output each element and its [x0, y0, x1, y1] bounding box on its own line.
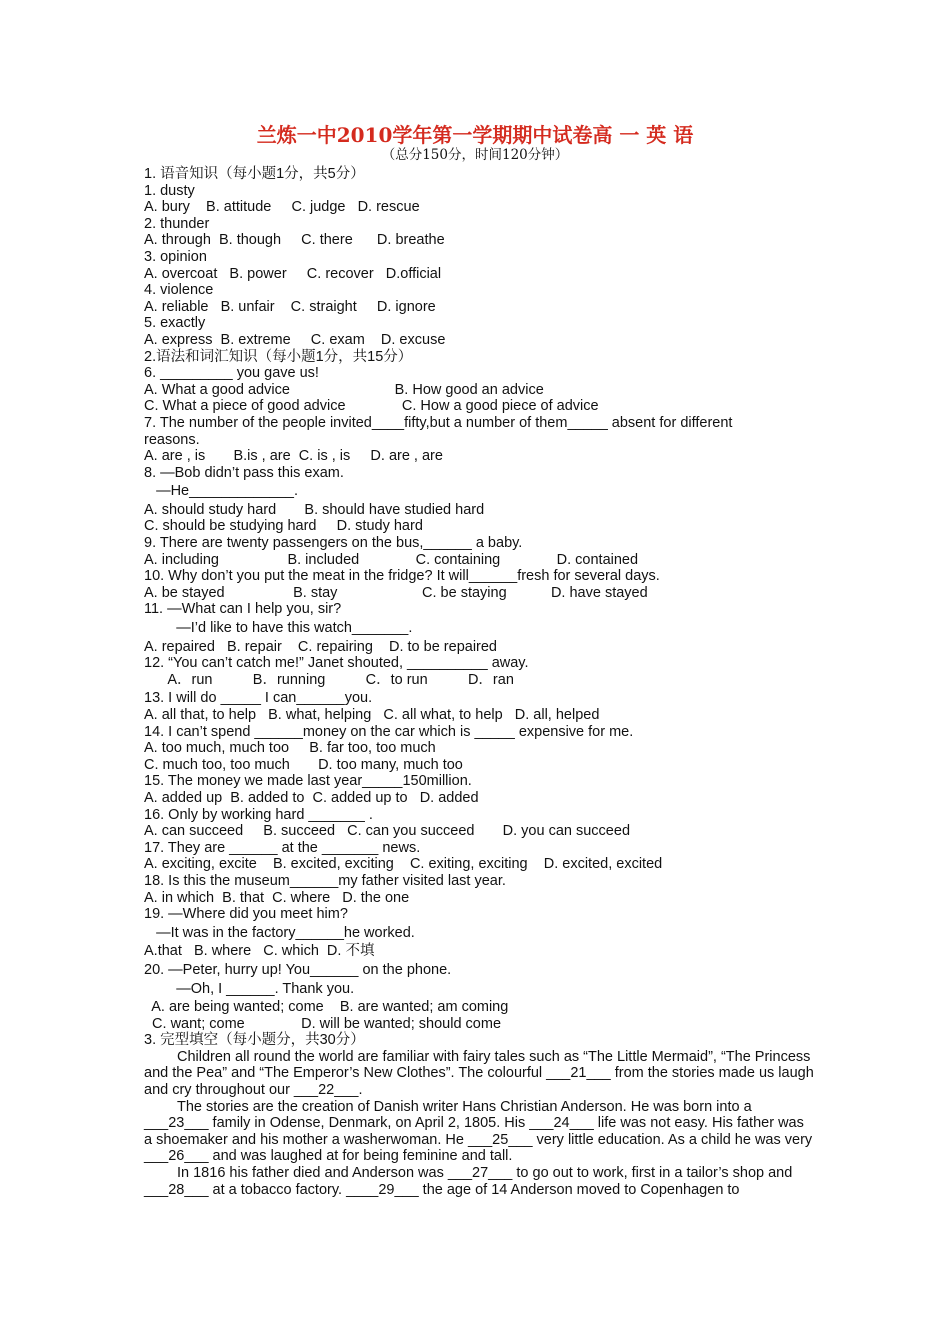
- exam-line: reasons.: [144, 431, 200, 448]
- exam-line: 7. The number of the people invited____fifty,but a number of them_____ absent for different: [144, 414, 733, 431]
- exam-line: 17. They are ______ at the _______ news.: [144, 839, 421, 856]
- exam-line: 9. There are twenty passengers on the bus,______ a baby.: [144, 535, 523, 552]
- exam-line: A. through B. though C. there D. breathe: [144, 232, 445, 249]
- exam-line: 18. Is this the museum______my father visited last year.: [144, 872, 506, 889]
- exam-body: [144, 166, 814, 1198]
- exam-line: 12. “You can’t catch me!” Janet shouted, __________ away.: [144, 655, 529, 672]
- exam-line: 6. _________ you gave us!: [144, 365, 319, 382]
- exam-line: A.that B. where C. which D. 不填: [144, 943, 375, 960]
- exam-line: 13. I will do _____ I can______you.: [144, 690, 373, 707]
- exam-line: 15. The money we made last year_____150million.: [144, 773, 472, 790]
- exam-line: 5. exactly: [144, 315, 206, 332]
- exam-line: A. be stayed B. stay C. be staying D. have stayed: [144, 584, 648, 601]
- exam-subtitle: （总分150分，时间120分钟）: [381, 147, 569, 163]
- exam-line: —I’d like to have this watch_______.: [144, 620, 413, 637]
- exam-line: 4. violence: [144, 282, 214, 299]
- exam-line: A. can succeed B. succeed C. can you succeed D. you can succeed: [144, 823, 631, 840]
- exam-line: 10. Why don’t you put the meat in the fridge? It will______fresh for several days.: [144, 568, 660, 585]
- exam-line: A. What a good advice B. How good an advice: [144, 381, 544, 398]
- exam-line: —Oh, I ______. Thank you.: [144, 980, 355, 997]
- cloze-paragraph: Children all round the world are familiar with fairy tales such as “The Little Mermaid”, “The Princess and the Pea” and “The Emperor’s New Clothes”. The colourful ___21___ from the stories made us laugh and cry throughout our ___22___.: [144, 1048, 814, 1099]
- exam-line: 3. opinion: [144, 248, 207, 265]
- exam-title: 兰炼一中2010学年第一学期期中试卷高 一 英 语: [256, 123, 694, 147]
- exam-line: A. repaired B. repair C. repairing D. to be repaired: [144, 638, 497, 655]
- exam-line: 2. thunder: [144, 215, 210, 232]
- cloze-paragraph: The stories are the creation of Danish writer Hans Christian Anderson. He was born into a ___23___ family in Odense, Denmark, on April 2, 1805. His ___24___ life was not easy. His father was a shoemaker and his mother a washerwoman. He ___25___ very little education. As a child he was very ___26___ and was laughed at for being feminine and tall.: [144, 1098, 813, 1165]
- exam-line: 19. —Where did you meet him?: [144, 906, 348, 923]
- exam-line: A. including B. included C. containing D. contained: [144, 551, 639, 568]
- exam-line: C. What a piece of good advice C. How a good piece of advice: [144, 398, 599, 415]
- exam-line: —He_____________.: [144, 483, 298, 500]
- exam-line: 1. dusty: [144, 182, 195, 199]
- exam-line: A. all that, to help B. what, helping C. all what, to help D. all, helped: [144, 707, 600, 723]
- exam-line: A. express B. extreme C. exam D. excuse: [144, 331, 446, 348]
- exam-line: 20. —Peter, hurry up! You______ on the phone.: [144, 961, 452, 978]
- exam-line: 2.语法和词汇知识（每小题1分，共15分）: [144, 348, 413, 365]
- exam-line: A. overcoat B. power C. recover D.official: [144, 265, 442, 282]
- exam-line: 8. —Bob didn’t pass this exam.: [144, 464, 344, 481]
- exam-line: 16. Only by working hard _______ .: [144, 806, 373, 823]
- exam-line: A．run B．running C．to run D．ran: [144, 671, 514, 688]
- exam-line: C. want; come D. will be wanted; should come: [144, 1015, 502, 1032]
- exam-line: A. in which B. that C. where D. the one: [144, 889, 410, 906]
- exam-line: 14. I can’t spend ______money on the car which is _____ expensive for me.: [144, 723, 634, 740]
- exam-line: A. reliable B. unfair C. straight D. ignore: [144, 298, 436, 315]
- exam-line: A. too much, much too B. far too, too much: [144, 740, 436, 757]
- exam-line: A. added up B. added to C. added up to D. added: [144, 789, 479, 806]
- exam-line: A. are , is B.is , are C. is , is D. are , are: [144, 448, 443, 465]
- cloze-paragraph: In 1816 his father died and Anderson was ___27___ to go out to work, first in a tailor’s shop and ___28___ at a tobacco factory. ____29___ the age of 14 Anderson moved to Copenhagen to: [144, 1165, 793, 1198]
- exam-line: 1. 语音知识（每小题1分，共5分）: [144, 166, 365, 182]
- exam-line: C. should be studying hard D. study hard: [144, 518, 423, 535]
- exam-line: A. should study hard B. should have studied hard: [144, 501, 485, 518]
- exam-line: A. are being wanted; come B. are wanted; am coming: [144, 999, 509, 1016]
- exam-line: A. bury B. attitude C. judge D. rescue: [144, 199, 420, 216]
- exam-line: —It was in the factory______he worked.: [144, 924, 415, 941]
- exam-line: A. exciting, excite B. excited, exciting C. exiting, exciting D. excited, excited: [144, 856, 663, 873]
- exam-line: 3. 完型填空（每小题分，共30分）: [144, 1032, 365, 1049]
- exam-line: 11. —What can I help you, sir?: [144, 601, 342, 618]
- exam-line: C. much too, too much D. too many, much too: [144, 756, 463, 773]
